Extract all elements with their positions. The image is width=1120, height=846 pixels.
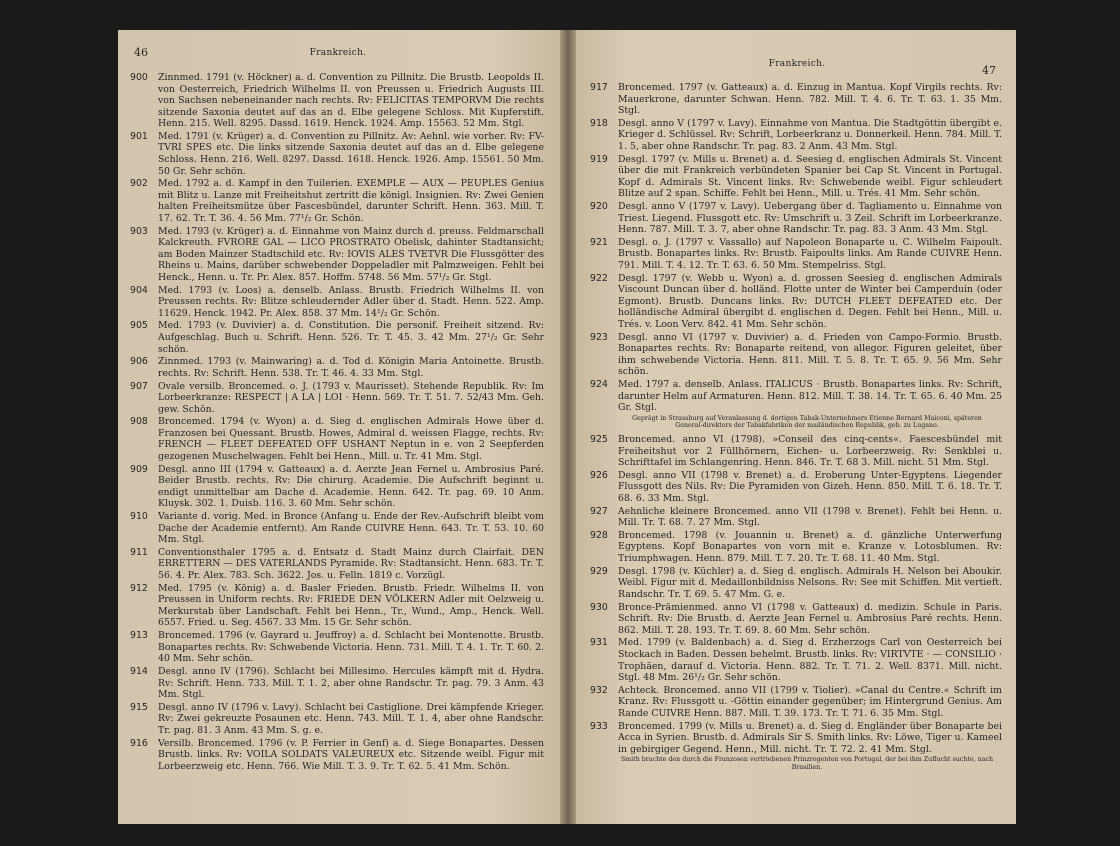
footnote: Geprägt in Strassburg auf Veranlassung d. dortigen Tabak-Unternehmers Etienne Bernard Maiconi, späteren General-direktors der Tabakfabriken der mailändischen Republik, geb. zu Lugano. (632, 414, 982, 430)
entry-text: Desgl. anno IV (1796 v. Lavy). Schlacht bei Castiglione. Drei kämpfende Krieger. Rv: Zwei gekreuzte Posaunen etc. Henn. 743. Mill. T. 1. 4, aber ohne Randschr. Tr. pag. 81. 3 Anm. 43 Mm. S. g. e. (158, 701, 544, 736)
entry-text: Desgl. 1798 (v. Küchler) a. d. Sieg d. englisch. Admirals H. Nelson bei Aboukir. Weibl. Figur mit d. Medaillonbildniss Nelsons. Rv: See mit Schiffen. Mit vertieft. Randschr. Tr. T. 69. 5. 47 Mm. G. e. (618, 565, 1002, 600)
entry-text: Desgl. anno VII (1798 v. Brenet) a. d. Eroberung Unter-Egyptens. Liegender Flussgott des Nils. Rv: Die Pyramiden von Gizeh. Henn. 850. Mill. T. 6. 18. Tr. T. 68. 6. 33 Mm. Stgl. (618, 469, 1002, 504)
running-head: Frankreich. (309, 48, 367, 58)
entry-text: Desgl. 1797 (v. Mills u. Brenet) a. d. Seesieg d. englischen Admirals St. Vincent über die mit Frankreich verbündeten Spanier bei Cap St. Vincent in Portugal. Kopf d. Admirals St. Vincent links. Rv: Schwebende weibl. Figur schleudert Blitze auf 2 span. Schiffe. Fehlt bei Henn., Mill. u. Trés. 41 Mm. Sehr schön. (618, 153, 1002, 200)
entry-number: 931 (590, 637, 608, 649)
catalog-entry (592, 685, 1002, 720)
entry-text: Zinnmed. 1793 (v. Mainwaring) a. d. Tod d. Königin Maria Antoinette. Brustb. rechts. Rv: Schrift. Henn. 538. Tr. T. 46. 4. 33 Mm. Stgl. (158, 356, 544, 379)
entry-number: 911 (130, 546, 148, 558)
catalog-entry (592, 434, 1002, 469)
entry-number: 927 (590, 505, 608, 517)
entry-number: 920 (590, 201, 608, 213)
entry-text: Med. 1795 (v. König) a. d. Basler Frieden. Brustb. Friedr. Wilhelms II. von Preussen in Uniform rechts. Rv: FRIEDE DEN VÖLKERN Adler mit Oelzweig u. Merkurstab über Landschaft. Fehlt bei Henn., Tr., Wund., Amp., Henck. Well. 6557. Fried. u. Seg. 4567. 33 Mm. 15 Gr. Sehr schön. (158, 582, 544, 629)
entry-number: 904 (130, 284, 148, 296)
catalog-entry (132, 72, 544, 130)
entry-number: 929 (590, 565, 608, 577)
catalog-entries (132, 72, 544, 772)
entry-number: 918 (590, 117, 608, 129)
entry-number: 916 (130, 737, 148, 749)
catalog-entry (592, 332, 1002, 378)
catalog-entry (592, 721, 1002, 756)
footnote: Smith brachte den durch die Franzosen vertriebenen Prinzregenten von Portugal, der bei ihm Zuflucht suchte, nach Brasilien. (620, 756, 994, 772)
entry-number: 930 (590, 601, 608, 613)
entry-text: Desgl. anno III (1794 v. Gatteaux) a. d. Aerzte Jean Fernel u. Ambrosius Paré. Beider Brustb. rechts. Rv: Die chirurg. Academie. Die Aufschrift beginnt u. endigt unmittelbar am Dache d. Academie. Henn. 642. Tr. pag. 69. 10 Anm. Kluysk. 302. 1. Duisb. 116. 3. 60 Mm. Sehr schön. (158, 463, 544, 510)
catalog-entry (592, 154, 1002, 200)
book-gutter (560, 30, 576, 824)
entry-text: Desgl. 1797 (v. Webb u. Wyon) a. d. grossen Seesieg d. englischen Admirals Viscount Duncan über d. holländ. Flotte unter de Winter bei Camperduin (oder Egmont). Brustb. Duncans links. Rv: DUTCH FLEET DEFEATED etc. Der holländische Admiral übergibt d. englischen d. Degen. Fehlt bei Henn., Mill. u. Trés. v. Loon Verv. 842. 41 Mm. Sehr schön. (618, 272, 1002, 330)
entry-text: Broncemed. 1798 (v. Jouannin u. Brenet) a. d. gänzliche Unterwerfung Egyptens. Kopf Bonapartes von vorn mit e. Kranze v. Lotosblumen. Rv: Triumphwagen. Henn. 879. Mill. T. 7. 20. Tr. T. 68. 11. 40 Mm. Stgl. (618, 529, 1002, 565)
catalog-entry (592, 470, 1002, 505)
catalog-entry (592, 379, 1002, 414)
catalog-entry (592, 118, 1002, 153)
entry-text: Ovale versilb. Broncemed. o. J. (1793 v. Maurisset). Stehende Republik. Rv: Im Lorbeerkranze: RESPECT | A LA | LOI · Henn. 569. Tr. T. 51. 7. 52/43 Mm. Geh. gew. Schön. (158, 380, 544, 415)
catalog-entry (132, 464, 544, 510)
entry-text: Med. 1792 a. d. Kampf in den Tuilerien. EXEMPLE — AUX — PEUPLES Genius mit Blitz u. Lanze mit Freiheitshut zertritt die königl. Insignien. Rv: Zwei Genien halten Freiheitsmütze über Fascesbündel, darunter Schrift. Henn. 363. Mill. T. 17. 62. Tr. T. 36. 4. 56 Mm. 77¹/₂ Gr. Schön. (158, 178, 544, 224)
entry-number: 921 (590, 236, 608, 248)
entry-text: Variante d. vorig. Med. in Bronce (Anfang u. Ende der Rev.-Aufschrift bleibt vom Dache der Academie entfernt). Am Rande CUIVRE Henn. 643. Tr. T. 53. 10. 60 Mm. Stgl. (158, 511, 544, 546)
entry-number: 922 (590, 272, 608, 284)
entry-number: 917 (590, 82, 608, 93)
catalog-entry (132, 630, 544, 665)
entry-text: Broncemed. 1794 (v. Wyon) a. d. Sieg d. englischen Admirals Howe über d. Franzosen bei Quessant. Brustb. Howes, Admiral d. weissen Flagge, rechts. Rv: FRENCH — FLEET DEFEATED OFF USHANT Neptun in e. von 2 Seepferden gezogenen Muschelwagen. Fehlt bei Henn., Mill. u. Tr. 41 Mm. Stgl. (158, 416, 544, 462)
entry-text: Broncemed. 1796 (v. Gayrard u. Jeuffroy) a. d. Schlacht bei Montenotte. Brustb. Bonapartes rechts. Rv: Schwebende Victoria. Henn. 731. Mill. T. 4. 1. Tr. T. 60. 2. 40 Mm. Sehr schön. (158, 630, 544, 665)
entry-text: Broncemed. 1797 (v. Gatteaux) a. d. Einzug in Mantua. Kopf Virgils rechts. Rv: Mauerkrone, darunter Schwan. Henn. 782. Mill. T. 4. 6. Tr. T. 63. 1. 35 Mm. Stgl. (618, 82, 1002, 117)
catalog-entry (132, 511, 544, 546)
entry-number: 901 (130, 130, 148, 142)
catalog-entry (132, 666, 544, 701)
entry-number: 926 (590, 469, 608, 481)
entry-number: 923 (590, 331, 608, 343)
entry-number: 925 (590, 434, 608, 445)
entry-text: Med. 1791 (v. Krüger) a. d. Convention zu Pillnitz. Av: Aehnl. wie vorher. Rv: FV-TVRI SPES etc. Die links sitzende Saxonia deutet auf das an d. Elbe gelegene Schloss. Henn. 216. Well. 8297. Dassd. 1618. Henck. 1926. Amp. 15561. 50 Mm. 50 Gr. Sehr schön. (158, 130, 544, 177)
catalog-entry (592, 506, 1002, 529)
page-number: 46 (134, 46, 148, 59)
catalog-entry (592, 82, 1002, 117)
entry-text: Versilb. Broncemed. 1796 (v. P. Ferrier in Genf) a. d. Siege Bonapartes. Dessen Brustb. links. Rv: VOILA SOLDATS VALEUREUX etc. Sitzende weibl. Figur mit Lorbeerzweig etc. Henn. 766. Wie Mill. T. 3. 9. Tr. T. 62. 5. 41 Mm. Schön. (158, 737, 544, 772)
left-page (118, 30, 560, 824)
entry-text: Desgl. anno V (1797 v. Lavy). Einnahme von Mantua. Die Stadtgöttin übergibt e. Krieger d. Schlüssel. Rv: Schrift, Lorbeerkranz u. Donnerkeil. Henn. 784. Mill. T. 1. 5, aber ohne Randschr. Tr. pag. 83. 2 Anm. 43 Mm. Stgl. (618, 117, 1002, 152)
entry-text: Med. 1793 (v. Krüger) a. d. Einnahme von Mainz durch d. preuss. Feldmarschall Kalckreuth. FVRORE GAL — LICO PROSTRATO Obelisk, dahinter Stadtansicht; am Boden Mainzer Stadtschild etc. Rv: IOVIS ALES TVETVR Die Flussgötter des Rheins u. Mains, darüber schwebender Doppeladler mit Palmzweigen. Fehlt bei Henck., Henn. u. Tr. Pr. Alex. 857. Hoffm. 5748. 56 Mm. 57¹/₂ Gr. Stgl. (158, 225, 544, 283)
catalog-entry (132, 738, 544, 773)
page-number: 47 (982, 64, 996, 77)
right-page (576, 30, 1016, 824)
entry-text: Med. 1793 (v. Duvivier) a. d. Constitution. Die personif. Freiheit sitzend. Rv: Aufgeschlag. Buch u. Schrift. Henn. 526. Tr. T. 45. 3. 42 Mm. 27¹/₂ Gr. Sehr schön. (158, 320, 544, 355)
entry-text: Desgl. anno VI (1797 v. Duvivier) a. d. Frieden von Campo-Formio. Brustb. Bonapartes rechts. Rv: Bonaparte reitend, von allegor. Figuren geleitet, über ihm schwebende Victoria. Henn. 811. Mill. T. 5. 8. Tr. T. 65. 9. 56 Mm. Sehr schön. (618, 331, 1002, 378)
catalog-entry (132, 381, 544, 416)
entry-number: 910 (130, 511, 148, 523)
entry-number: 912 (130, 582, 148, 594)
entry-text: Desgl. anno IV (1796). Schlacht bei Millesimo. Hercules kämpft mit d. Hydra. Rv: Schrift. Henn. 733. Mill. T. 1. 2, aber ohne Randschr. Tr. pag. 79. 3 Anm. 43 Mm. Stgl. (158, 665, 544, 701)
catalog-entry (592, 201, 1002, 236)
right-page-header (592, 56, 1002, 82)
entry-number: 903 (130, 225, 148, 237)
entry-text: Med. 1793 (v. Loos) a. denselb. Anlass. Brustb. Friedrich Wilhelms II. von Preussen rechts. Rv: Blitze schleudernder Adler über d. Stadt. Henn. 522. Amp. 11629. Henck. 1942. Pr. Alex. 858. 37 Mm. 14¹/₂ Gr. Schön. (158, 284, 544, 319)
catalog-entry (592, 237, 1002, 272)
catalog-entry (592, 637, 1002, 683)
catalog-entry (132, 131, 544, 177)
catalog-entry (132, 226, 544, 284)
entry-text: Desgl. anno V (1797 v. Lavy). Uebergang über d. Tagliamento u. Einnahme von Triest. Liegend. Flussgott etc. Rv: Umschrift u. 3 Zeil. Schrift im Lorbeerkranze. Henn. 787. Mill. T. 3. 7, aber ohne Randschr. Tr. pag. 83. 3 Anm. 43 Mm. Stgl. (618, 201, 1002, 236)
catalog-entry (592, 566, 1002, 601)
entry-number: 905 (130, 320, 148, 332)
entry-text: Broncemed. 1799 (v. Mills u. Brenet) a. d. Sieg d. Engländer über Bonaparte bei Acca in Syrien. Brustb. d. Admirals Sir S. Smith links. Rv: Löwe, Tiger u. Kameel in gebirgiger Gegend. Henn., Mill. nicht. Tr. T. 72. 2. 41 Mm. Stgl. (618, 720, 1002, 755)
entry-number: 919 (590, 153, 608, 165)
catalog-entry (592, 602, 1002, 637)
catalog-entry (132, 178, 544, 224)
running-head: Frankreich. (768, 59, 826, 69)
entry-number: 924 (590, 378, 608, 390)
entry-text: Desgl. o. J. (1797 v. Vassallo) auf Napoleon Bonaparte u. C. Wilhelm Faipoult. Brustb. Bonapartes links. Rv: Brustb. Faipoults links. Am Rande CUIVRE Henn. 791. Mill. T. 4. 12. Tr. T. 63. 6. 50 Mm. Stempelriss. Stgl. (618, 236, 1002, 271)
entry-text: Aehnliche kleinere Broncemed. anno VII (1798 v. Brenet). Fehlt bei Henn. u. Mill. Tr. T. 68. 7. 27 Mm. Stgl. (618, 505, 1002, 529)
entry-number: 933 (590, 720, 608, 732)
entry-number: 932 (590, 684, 608, 696)
entry-number: 928 (590, 529, 608, 541)
entry-number: 907 (130, 380, 148, 392)
entry-number: 906 (130, 356, 148, 368)
entry-text: Zinnmed. 1791 (v. Höckner) a. d. Convention zu Pillnitz. Die Brustb. Leopolds II. von Oesterreich, Friedrich Wilhelms II. von Preussen u. Friedrich Augusts III. von Sachsen nebeneinander nach rechts. Rv: FELICITAS TEMPORVM Die rechts sitzende Saxonia deutet auf das an d. Elbe gelegene Schloss. Mit Kupferstift. Henn. 215. Well. 8295. Dassd. 1619. Henck. 1924. Amp. 15563. 52 Mm. Stgl. (158, 72, 544, 130)
catalog-entry (592, 273, 1002, 331)
entry-text: Med. 1799 (v. Baldenbach) a. d. Sieg d. Erzherzogs Carl von Oesterreich bei Stockach in Baden. Dessen behelmt. Brustb. links. Rv: VIRTVTE · — CONSILIO · Trophäen, darauf d. Victoria. Henn. 882. Tr. T. 71. 2. Well. 8371. Mill. nicht. Stgl. 48 Mm. 26¹/₂ Gr. Sehr schön. (618, 637, 1002, 684)
catalog-entry (132, 356, 544, 379)
left-page-header (132, 46, 544, 72)
entry-number: 913 (130, 630, 148, 642)
catalog-entry (592, 530, 1002, 565)
catalog-entry (132, 416, 544, 462)
catalog-entry (132, 320, 544, 355)
entry-text: Med. 1797 a. denselb. Anlass. ITALICUS · Brustb. Bonapartes links. Rv: Schrift, darunter Helm auf Armaturen. Henn. 812. Mill. T. 38. 14. Tr. T. 65. 6. 40 Mm. 25 Gr. Stgl. (618, 378, 1002, 414)
entry-number: 914 (130, 665, 148, 677)
catalog-entry (132, 583, 544, 629)
catalog-entries (592, 82, 1002, 772)
entry-text: Bronce-Prämienmed. anno VI (1798 v. Gatteaux) d. medizin. Schule in Paris. Schrift. Rv: Die Brustb. d. Aerzte Jean Fernel u. Ambrosius Paré rechts. Henn. 862. Mill. T. 28. 193. Tr. T. 69. 8. 60 Mm. Sehr schön. (618, 601, 1002, 636)
entry-number: 908 (130, 416, 148, 428)
catalog-entry (132, 702, 544, 737)
entry-number: 915 (130, 701, 148, 713)
catalog-entry (132, 547, 544, 582)
entry-number: 902 (130, 178, 148, 190)
entry-text: Conventionsthaler 1795 a. d. Entsatz d. Stadt Mainz durch Clairfait. DEN ERRETTERN — DES VATERLANDS Pyramide. Rv: Stadtansicht. Henn. 683. Tr. T. 56. 4. Pr. Alex. 783. Sch. 3622. Jos. u. Felln. 1819 c. Vorzügl. (158, 546, 544, 582)
entry-text: Broncemed. anno VI (1798). »Conseil des cinq-cents«. Faescesbündel mit Freiheitshut vor 2 Füllhörnern, Eichen- u. Lorbeerzweig. Rv: Senkblei u. Schrifttafel im Schlangenring. Henn. 846. Tr. T. 68 3. Mill. nicht. 51 Mm. Stgl. (618, 434, 1002, 469)
entry-number: 909 (130, 463, 148, 475)
catalog-entry (132, 285, 544, 320)
entry-text: Achteck. Broncemed. anno VII (1799 v. Tiolier). »Canal du Centre.« Schrift im Kranz. Rv: Flussgott u. -Göttin einander gegenüber; im Hintergrund Genius. Am Rande CUIVRE Henn. 887. Mill. T. 39. 173. Tr. T. 71. 6. 35 Mm. Stgl. (618, 684, 1002, 719)
entry-number: 900 (130, 72, 148, 83)
